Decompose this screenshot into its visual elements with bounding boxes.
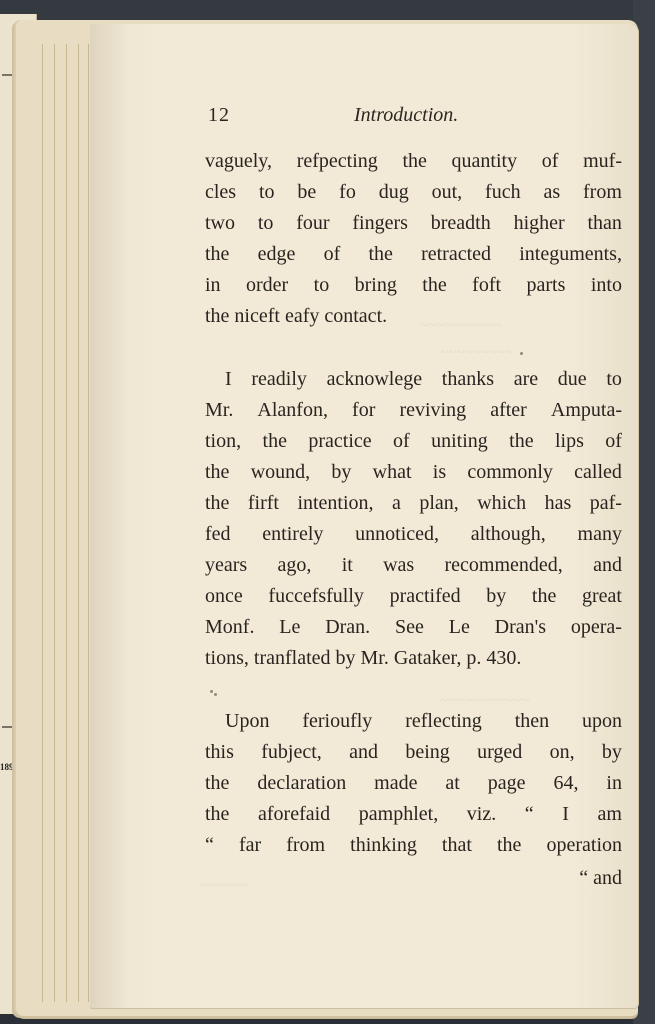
- word: the: [262, 430, 287, 452]
- word: to: [258, 181, 275, 203]
- underlying-page-mark: 189(: [0, 762, 17, 772]
- word: it: [341, 554, 353, 576]
- catchword: “ and: [579, 867, 622, 889]
- word: urged: [477, 741, 523, 763]
- word: the: [368, 243, 393, 265]
- word: practifed: [389, 585, 461, 607]
- text-line: [225, 710, 622, 741]
- ink-speck: [210, 690, 213, 693]
- text-line: [205, 430, 622, 461]
- show-through: ~~~~~~~~~: [440, 345, 514, 361]
- word: of: [605, 430, 622, 452]
- word: fed: [205, 523, 231, 545]
- text-line: [205, 461, 622, 492]
- text-line: the niceft eafy contact.: [205, 305, 388, 327]
- word: by: [601, 741, 622, 763]
- word: from: [286, 834, 326, 856]
- word: on,: [549, 741, 575, 763]
- text-line: [205, 523, 622, 554]
- leaf-edge: [46, 44, 55, 1002]
- word: the: [402, 150, 427, 172]
- word: operation: [546, 834, 622, 856]
- leaf-edge: [34, 44, 43, 1002]
- word: out,: [431, 181, 463, 203]
- word: readily: [251, 368, 307, 390]
- word: to: [257, 212, 274, 234]
- word: muf-: [583, 150, 622, 172]
- word: Upon: [225, 710, 270, 732]
- word: are: [513, 368, 539, 390]
- word: paf-: [589, 492, 622, 514]
- word: intention,: [297, 492, 374, 514]
- word: quantity: [451, 150, 518, 172]
- word: four: [296, 212, 330, 234]
- word: than: [587, 212, 622, 234]
- text-line: [205, 150, 622, 181]
- word: the: [422, 274, 447, 296]
- ink-speck: [520, 352, 523, 355]
- word: be: [297, 181, 317, 203]
- word: uniting: [431, 430, 488, 452]
- word: for: [352, 399, 376, 421]
- word: retracted: [421, 243, 492, 265]
- word: thinking: [350, 834, 417, 856]
- word: after: [490, 399, 527, 421]
- word: Mr.: [205, 399, 234, 421]
- page-header: [208, 104, 620, 132]
- word: the: [205, 243, 230, 265]
- text-line: [205, 803, 622, 834]
- text-line: [205, 492, 622, 523]
- word: “: [524, 803, 534, 825]
- word: years: [205, 554, 248, 576]
- word: “: [205, 834, 214, 856]
- text-line: [205, 585, 622, 616]
- word: far: [238, 834, 262, 856]
- word: I: [225, 368, 232, 390]
- word: Dran.: [325, 616, 371, 638]
- word: bring: [354, 274, 397, 296]
- word: of: [393, 430, 410, 452]
- word: cles: [205, 181, 237, 203]
- word: to: [313, 274, 330, 296]
- text-line: [205, 741, 622, 772]
- word: pamphlet,: [358, 803, 439, 825]
- word: by: [331, 461, 352, 483]
- word: higher: [513, 212, 565, 234]
- word: once: [205, 585, 243, 607]
- word: plan,: [419, 492, 459, 514]
- word: Dran's: [494, 616, 547, 638]
- word: is: [432, 461, 447, 483]
- text-line: [205, 243, 622, 274]
- word: fuccefsfully: [268, 585, 364, 607]
- word: then: [514, 710, 550, 732]
- word: the: [509, 430, 534, 452]
- word: into: [590, 274, 622, 296]
- word: wound,: [250, 461, 311, 483]
- word: fuch: [485, 181, 521, 203]
- text-line: [205, 616, 622, 647]
- word: which: [477, 492, 527, 514]
- word: declaration: [257, 772, 347, 794]
- word: of: [323, 243, 341, 265]
- word: being: [405, 741, 450, 763]
- word: in: [205, 274, 221, 296]
- word: integuments,: [519, 243, 622, 265]
- word: reviving: [399, 399, 467, 421]
- word: made: [374, 772, 418, 794]
- text-line: [205, 212, 622, 243]
- word: fo: [339, 181, 356, 203]
- word: was: [383, 554, 415, 576]
- word: ferioufly: [302, 710, 373, 732]
- word: entirely: [262, 523, 324, 545]
- word: in: [606, 772, 622, 794]
- leaf-edge: [70, 44, 79, 1002]
- word: Alanfon,: [257, 399, 328, 421]
- word: at: [445, 772, 460, 794]
- word: has: [544, 492, 572, 514]
- text-line: [205, 834, 622, 865]
- show-through: ~~~~~~~~~~: [420, 318, 502, 334]
- running-title: Introduction.: [354, 104, 459, 126]
- word: vaguely,: [205, 150, 273, 172]
- page-number: 12: [208, 104, 230, 126]
- word: See: [395, 616, 424, 638]
- word: the: [496, 834, 522, 856]
- word: many: [577, 523, 622, 545]
- word: aforefaid: [258, 803, 331, 825]
- word: Le: [448, 616, 470, 638]
- text-line: [205, 274, 622, 305]
- word: Monf.: [205, 616, 255, 638]
- word: thanks: [441, 368, 494, 390]
- word: great: [582, 585, 622, 607]
- word: viz.: [466, 803, 497, 825]
- word: although,: [470, 523, 546, 545]
- word: from: [583, 181, 622, 203]
- text-line: tions, tranflated by Mr. Gataker, p. 430.: [205, 647, 522, 669]
- text-line: [205, 399, 622, 430]
- word: reflecting: [405, 710, 482, 732]
- word: the: [205, 772, 230, 794]
- word: the: [205, 461, 230, 483]
- word: and: [349, 741, 378, 763]
- word: this: [205, 741, 234, 763]
- word: upon: [582, 710, 622, 732]
- word: by: [486, 585, 507, 607]
- word: recommended,: [444, 554, 563, 576]
- word: called: [574, 461, 622, 483]
- leaf-edge: [58, 44, 67, 1002]
- text-line: [205, 181, 622, 212]
- text-line: [205, 554, 622, 585]
- leaf-edge: [80, 44, 89, 1002]
- word: and: [593, 554, 622, 576]
- word: page: [487, 772, 526, 794]
- word: to: [606, 368, 622, 390]
- word: a: [392, 492, 401, 514]
- word: fubject,: [261, 741, 322, 763]
- word: of: [541, 150, 559, 172]
- word: as: [543, 181, 561, 203]
- word: edge: [257, 243, 296, 265]
- word: breadth: [430, 212, 491, 234]
- word: that: [441, 834, 472, 856]
- word: opera-: [570, 616, 622, 638]
- word: the: [531, 585, 557, 607]
- word: Le: [279, 616, 301, 638]
- word: what: [372, 461, 412, 483]
- word: parts: [526, 274, 566, 296]
- word: I: [562, 803, 569, 825]
- word: due: [557, 368, 587, 390]
- word: lips: [554, 430, 584, 452]
- word: order: [246, 274, 289, 296]
- word: refpecting: [296, 150, 378, 172]
- word: tion,: [205, 430, 242, 452]
- text-line: [225, 368, 622, 399]
- word: the: [205, 803, 230, 825]
- word: fingers: [352, 212, 408, 234]
- word: foft: [472, 274, 502, 296]
- show-through: ~~~~~~: [200, 878, 249, 894]
- show-through: ~~~~~~~~~~~: [440, 693, 530, 709]
- word: ago,: [277, 554, 312, 576]
- word: acknowlege: [326, 368, 423, 390]
- ink-speck: [214, 693, 217, 696]
- word: commonly: [467, 461, 553, 483]
- word: the: [205, 492, 230, 514]
- word: firft: [247, 492, 279, 514]
- text-line: [205, 772, 622, 803]
- word: practice: [308, 430, 372, 452]
- word: 64,: [553, 772, 579, 794]
- word: am: [597, 803, 622, 825]
- word: unnoticed,: [355, 523, 440, 545]
- word: two: [205, 212, 235, 234]
- word: dug: [378, 181, 409, 203]
- word: Amputa-: [550, 399, 622, 421]
